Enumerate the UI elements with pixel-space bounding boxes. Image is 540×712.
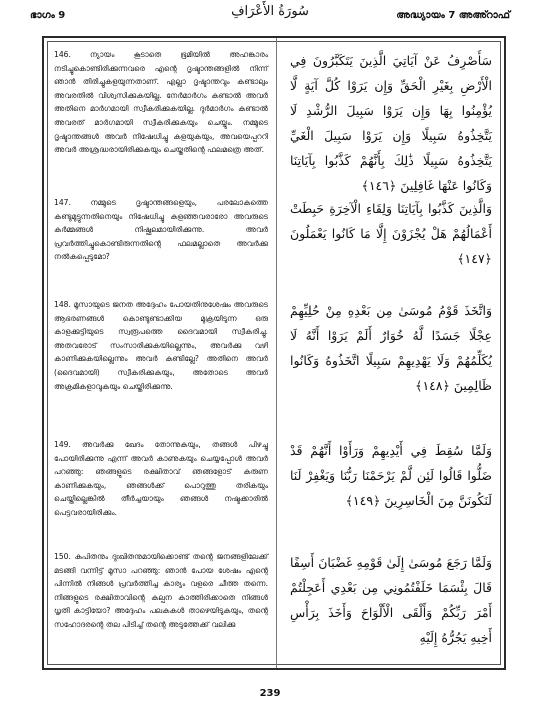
verse-148-translation: 148. മൂസായുടെ ജനത അദ്ദേഹം പോയതിനുശേഷം അവരുടെ ആഭരണങ്ങൾ കൊണ്ടുണ്ടാക്കിയ മുക്രയിടുന്ന ഒരു കാളക്കുട്ടിയുടെ സ്വരൂപത്തെ ദൈവമായി സ്വീകരിച്ചു. അതവരോട് സംസാരിക്കുകയില്ലെന്നും, അവർക്കു വഴി കാണിക്കുകയില്ലെന്നും അവർ കണ്ടില്ലേ? അതിനെ അവർ (ദൈവമായി) സ്വീകരിക്കുകയും, അതോടെ അവർ അക്രമികളാവുകയും ചെയ്തിരിക്കുന്നു. [54, 300, 268, 391]
verse-149-arabic: وَلَمَّا سُقِطَ فِي أَيْدِيهِمْ وَرَأَوْا أَنَّهُمْ قَدْ ضَلُّوا قَالُوا لَئِن لَّمْ يَرْحَمْنَا رَبُّنَا وَيَغْفِرْ لَنَا لَنَكُونَنَّ مِنَ الْخَاسِرِينَ ﴿١٤٩﴾ [290, 443, 492, 508]
part-label: ഭാഗം 9 [30, 10, 66, 21]
page-header [0, 0, 540, 36]
surah-title: سُورَةُ الأَعْرَافِ [231, 4, 309, 19]
verse-146-arabic: سَأَصْرِفُ عَنْ آيَاتِيَ الَّذِينَ يَتَكَبَّرُونَ فِي الْأَرْضِ بِغَيْرِ الْحَقِّ وَإِن يَرَوْا كُلَّ آيَةٍ لَّا يُؤْمِنُوا بِهَا وَإِن يَرَوْا سَبِيلَ الرُّشْدِ لَا يَتَّخِذُوهُ سَبِيلًا وَإِن يَرَوْا سَبِيلَ الْغَيِّ يَتَّخِذُوهُ سَبِيلًا ذَٰلِكَ بِأَنَّهُمْ كَذَّبُوا بِآيَاتِنَا وَكَانُوا عَنْهَا غَافِلِينَ ﴿١٤٦﴾ [290, 53, 492, 193]
verse-146-translation: 146. ന്യായം കൂടാതെ ഭൂമിയിൽ അഹങ്കാരം നടിച്ചുകൊണ്ടിരിക്കുന്നവരെ എന്റെ ദൃഷ്ടാന്തങ്ങളിൽ നിന്ന് ഞാൻ തിരിച്ചുകളയുന്നതാണ്. എല്ലാ ദൃഷ്ടാന്തവും കണ്ടാലും അവരതിൽ വിശ്വസിക്കുകയില്ല. നേർമാർഗം കണ്ടാൽ അവർ അതിനെ മാർഗമായി സ്വീകരിക്കുകയില്ല. ദുർമാർഗം കണ്ടാൽ അവരത് മാർഗമായി സ്വീകരിക്കുകയും ചെയ്യും. നമ്മുടെ ദൃഷ്ടാന്തങ്ങൾ അവർ നിഷേധിച്ചു കളയുകയും, അവയെപ്പററി അവർ അശ്രദ്ധരായിരിക്കുകയും ചെയ്തതിന്റെ ഫലമത്രെ അത്. [54, 50, 268, 155]
verse-150-translation: 150. കുപിതനും ദുഃഖിതനുമായിക്കൊണ്ട് തന്റെ ജനങ്ങളിലേക്ക് മടങ്ങി വന്നിട്ട് മൂസാ പറഞ്ഞു: ഞാൻ പോയ ശേഷം എന്റെ പിന്നിൽ നിങ്ങൾ പ്രവർത്തിച്ച കാര്യം വളരെ ചീത്ത തന്നെ. നിങ്ങളുടെ രക്ഷിതാവിന്റെ കല്പന കാത്തിരിക്കാതെ നിങ്ങൾ ധൃതി കാട്ടിയോ? അദ്ദേഹം പലകകൾ താഴെയിടുകയും, തന്റെ സഹോദരന്റെ തല പിടിച്ച് തന്റെ അടുത്തേക്ക് വലിക്കു [54, 552, 268, 629]
verse-148-arabic: وَاتَّخَذَ قَوْمُ مُوسَىٰ مِن بَعْدِهِ مِنْ حُلِيِّهِمْ عِجْلًا جَسَدًا لَّهُ خُوَارٌ أَلَمْ يَرَوْا أَنَّهُ لَا يُكَلِّمُهُمْ وَلَا يَهْدِيهِمْ سَبِيلًا اتَّخَذُوهُ وَكَانُوا ظَالِمِينَ ﴿١٤٨﴾ [290, 303, 492, 393]
page-number: 239 [259, 688, 281, 699]
page-frame [42, 36, 506, 670]
verse-147-arabic: وَالَّذِينَ كَذَّبُوا بِآيَاتِنَا وَلِقَاءِ الْآخِرَةِ حَبِطَتْ أَعْمَالُهُمْ هَلْ يُجْزَوْنَ إِلَّا مَا كَانُوا يَعْمَلُونَ ﴿١٤٧﴾ [290, 201, 492, 266]
verse-149-translation: 149. അവർക്കു ഖേദം തോന്നുകയും, തങ്ങൾ പിഴച്ചു പോയിരിക്കുന്നു എന്ന് അവർ കാണുകയും ചെയ്യപ്പോൾ അവർ പറഞ്ഞു: ഞങ്ങളുടെ രക്ഷിതാവ് ഞങ്ങളോട് കരുണ കാണിക്കുകയും, ഞങ്ങൾക്ക് പൊറുത്തു തരികയും ചെയ്തില്ലെങ്കിൽ തീർച്ചയായും ഞങ്ങൾ നഷ്ടക്കാരിൽ പെട്ടവരായിരിക്കും. [54, 440, 268, 517]
column-divider [276, 38, 277, 668]
verse-150-arabic: وَلَمَّا رَجَعَ مُوسَىٰ إِلَىٰ قَوْمِهِ غَضْبَانَ أَسِفًا قَالَ بِئْسَمَا خَلَفْتُمُونِي مِن بَعْدِي أَعَجِلْتُمْ أَمْرَ رَبِّكُمْ وَأَلْقَى الْأَلْوَاحَ وَأَخَذَ بِرَأْسِ أَخِيهِ يَجُرُّهُ إِلَيْهِ [290, 555, 492, 645]
chapter-label: അദ്ധ്യായം 7 അഅ്റാഫ് [396, 10, 510, 21]
verse-147-translation: 147. നമ്മുടെ ദൃഷ്ടാന്തങ്ങളെയും, പരലോകത്തെ കണ്ടുമുട്ടുന്നതിനെയും നിഷേധിച്ചു കളഞ്ഞവരാരോ അവരുടെ കർമ്മങ്ങൾ നിഷ്ഫലമായിരിക്കുന്നു. അവർ പ്രവർത്തിച്ചുകൊണ്ടിരുന്നതിന്റെ ഫലമല്ലാതെ അവർക്കു നൽകപ്പെടുമോ? [54, 198, 268, 262]
